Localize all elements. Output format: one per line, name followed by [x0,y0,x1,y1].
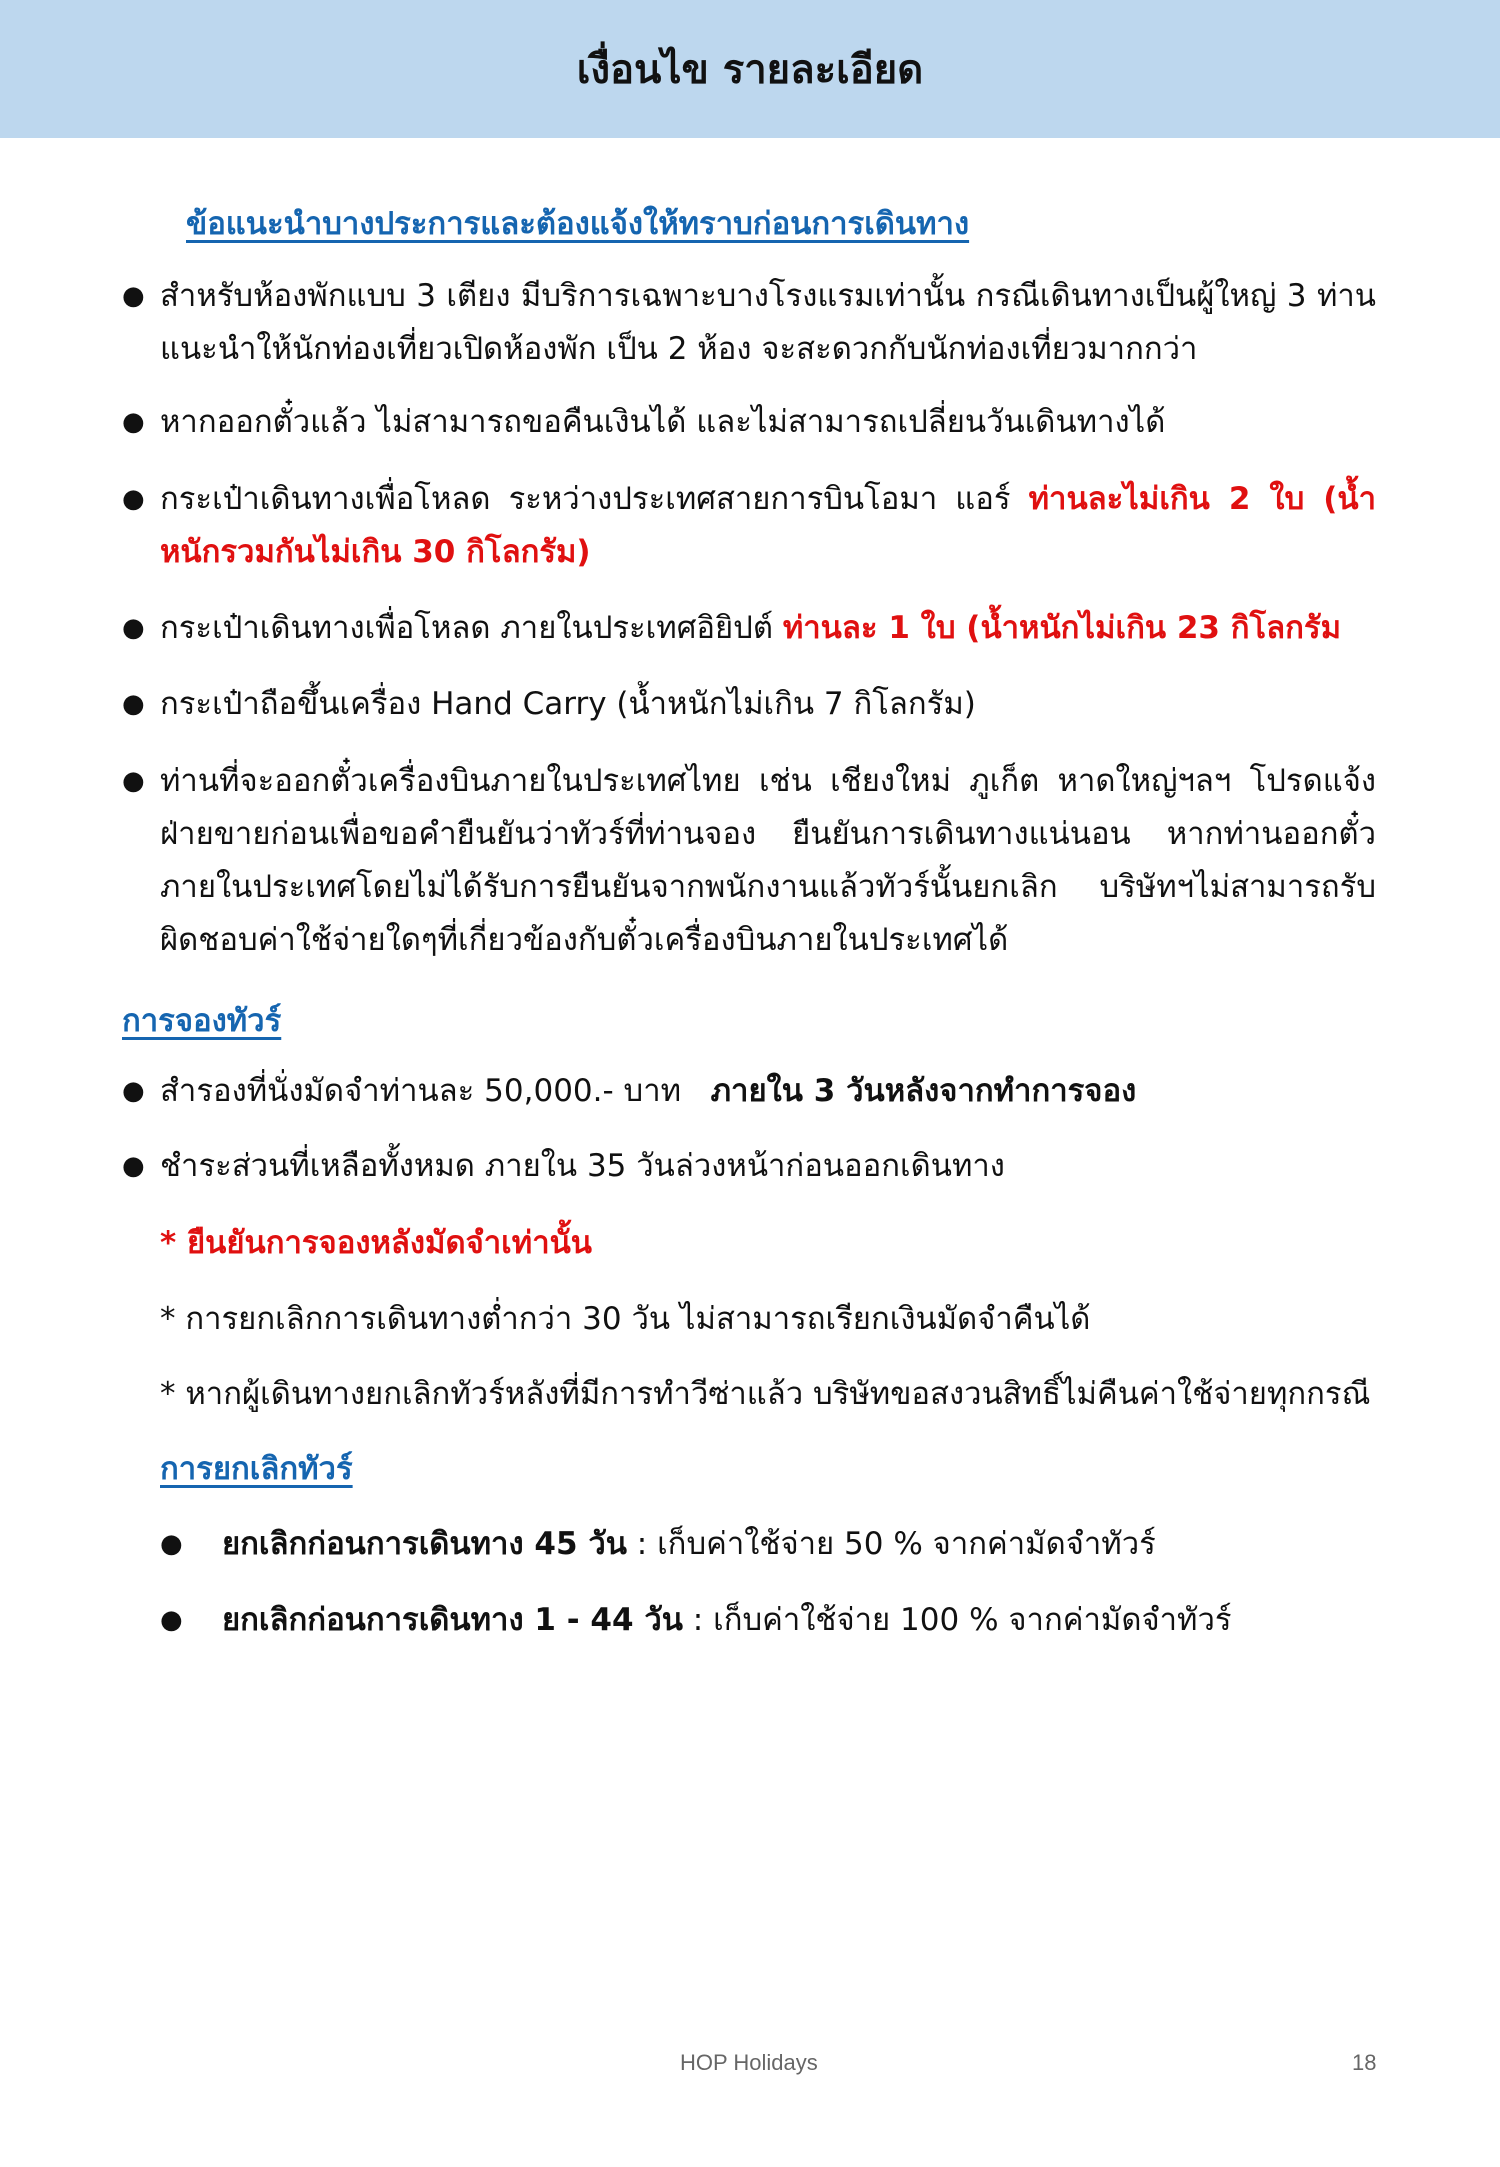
list-item [122,270,1376,376]
bullet-icon: ● [160,1605,183,1635]
cancel-fee: : เก็บค่าใช้จ่าย 50 % จากค่ามัดจำทัวร์ [626,1526,1156,1562]
confirm-note: * ยืนยันการจองหลังมัดจำเท่านั้น [160,1225,592,1261]
advice-item-text: หากออกตั๋วแล้ว ไม่สามารถขอคืนเงินได้ และไม่สามารถเปลี่ยนวันเดินทางได้ [160,404,1166,440]
cancel-fee: : เก็บค่าใช้จ่าย 100 % จากค่ามัดจำทัวร์ [682,1602,1232,1638]
baggage-limit-highlight: ท่านละ 1 ใบ (น้ำหนักไม่เกิน 23 กิโลกรัม [782,610,1342,646]
advice-item-text: กระเป๋าถือขึ้นเครื่อง Hand Carry (น้ำหนักไม่เกิน 7 กิโลกรัม) [160,686,976,722]
advice-item-text: สำหรับห้องพักแบบ 3 เตียง มีบริการเฉพาะบางโรงแรมเท่านั้น กรณีเดินทางเป็นผู้ใหญ่ 3 ท่าน แนะนำให้นักท่องเที่ยวเปิดห้องพัก เป็น 2 ห้อง จะสะดวกกับนักท่องเที่ยวมากกว่า [160,278,1376,367]
deposit-deadline: ภายใน 3 วันหลังจากทำการจอง [710,1073,1137,1109]
deposit-text: สำรองที่นั่งมัดจำท่านละ 50,000.- บาท [160,1073,682,1109]
bullet-icon: ● [122,407,145,437]
advice-heading: ข้อแนะนำบางประการและต้องแจ้งให้ทราบก่อนการเดินทาง [186,206,970,242]
bullet-icon: ● [160,1529,183,1559]
baggage-limit-highlight: ท่านละไม่เกิน 2 ใบ (น้ำหนักรวมกันไม่เกิน 30 กิโลกรัม) [160,481,1377,570]
visa-note: * หากผู้เดินทางยกเลิกทัวร์หลังที่มีการทำวีซ่าแล้ว บริษัทขอสงวนสิทธิ์ไม่คืนค่าใช้จ่ายทุกกรณี [160,1376,1371,1412]
cancel-period: ยกเลิกก่อนการเดินทาง 45 วัน [222,1526,627,1562]
bullet-icon: ● [122,766,145,796]
cancel-30-note: * การยกเลิกการเดินทางต่ำกว่า 30 วัน ไม่สามารถเรียกเงินมัดจำคืนได้ [160,1301,1091,1337]
bullet-icon: ● [122,484,145,514]
footer-brand: HOP Holidays [680,2050,818,2075]
advice-item-text: ท่านที่จะออกตั๋วเครื่องบินภายในประเทศไทย เช่น เชียงใหม่ ภูเก็ต หาดใหญ่ฯลฯ โปรดแจ้งฝ่ายขายก่อนเพื่อขอคำยืนยันว่าทัวร์ที่ท่านจอง ยืนยันการเดินทางแน่นอน หากท่านออกตั๋วภายในประเทศโดยไม่ได้รับการยืนยันจากพนักงานแล้วทัวร์นั้นยกเลิก บริษัทฯไม่สามารถรับผิดชอบค่าใช้จ่ายใดๆที่เกี่ยวข้องกับตั๋วเครื่องบินภายในประเทศได้ [160,763,1376,958]
bullet-icon: ● [122,1151,145,1181]
bullet-icon: ● [122,1076,145,1106]
advice-item-text: กระเป๋าเดินทางเพื่อโหลด ภายในประเทศอิยิปต์ [160,610,783,646]
bullet-icon: ● [122,281,145,311]
bullet-icon: ● [122,613,145,643]
advice-item-text: กระเป๋าเดินทางเพื่อโหลด ระหว่างประเทศสายการบินโอมา แอร์ [160,481,1029,517]
booking-heading: การจองทัวร์ [122,1003,282,1039]
cancellation-heading: การยกเลิกทัวร์ [160,1451,353,1487]
cancel-period: ยกเลิกก่อนการเดินทาง 1 - 44 วัน [222,1602,683,1638]
page-title: เงื่อนไข รายละเอียด [576,47,924,93]
page-header [0,0,1500,138]
bullet-icon: ● [122,689,145,719]
page-number: 18 [1352,2050,1377,2075]
balance-text: ชำระส่วนที่เหลือทั้งหมด ภายใน 35 วันล่วงหน้าก่อนออกเดินทาง [160,1148,1005,1184]
